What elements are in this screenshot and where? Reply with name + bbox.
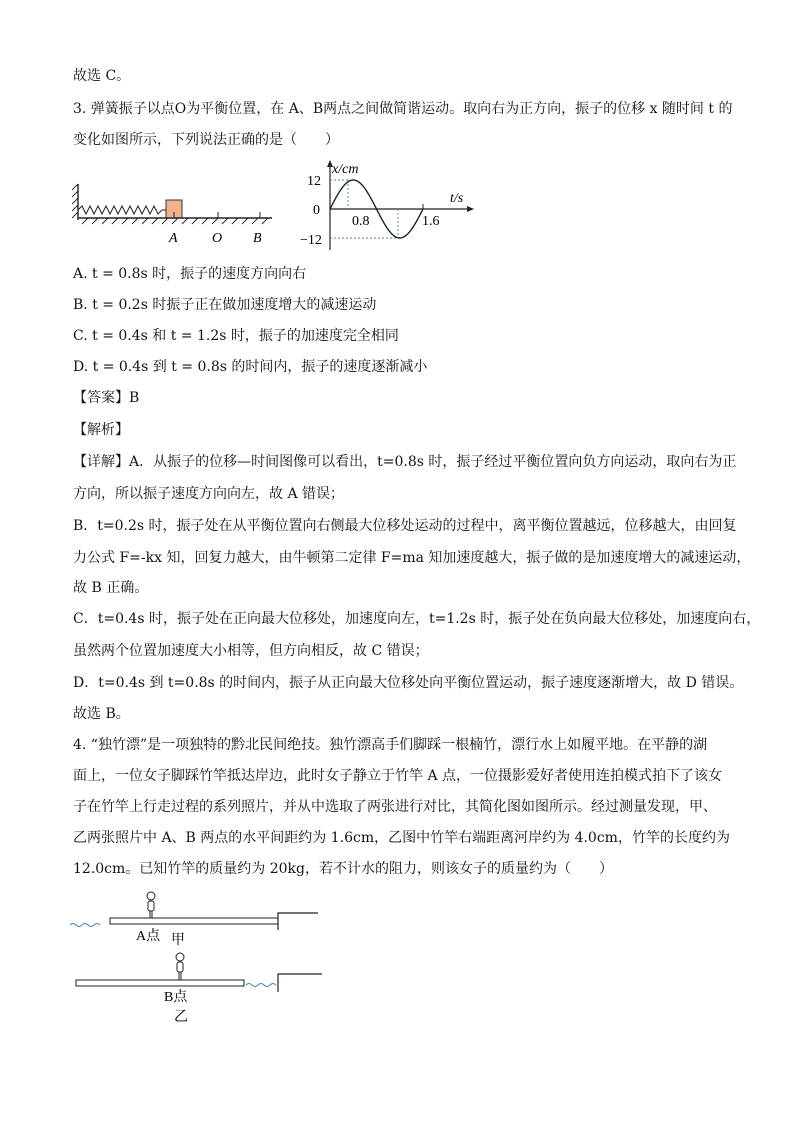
q3-option-a: A. t = 0.8s 时，振子的速度方向向右 bbox=[73, 266, 307, 282]
q3-answer: 【答案】B bbox=[73, 390, 140, 406]
q4-stem-line: 4. “独竹漂”是一项独特的黔北民间绝技。独竹漂高手们脚踩一根楠竹，漂行水上如履平地。在平静的湖 bbox=[73, 737, 708, 753]
q4-stem-line: 乙两张照片中 A、B 两点的水平间距约为 1.6cm，乙图中竹竿右端距离河岸约为 4.0cm，竹竿的长度约为 bbox=[73, 830, 730, 846]
y-axis-label-text: x/cm bbox=[332, 162, 359, 177]
water-wave-yi bbox=[246, 984, 276, 987]
q3-stem-line2: 变化如图所示，下列说法正确的是（ ） bbox=[73, 132, 339, 148]
q3-explain-line: C．t=0.4s 时，振子处在正向最大位移处，加速度向左，t=1.2s 时，振子处在负向最大位移处，加速度向右， bbox=[73, 611, 761, 627]
label-b: B bbox=[253, 231, 262, 246]
q3-stem-line1: 3. 弹簧振子以点O为平衡位置，在 A、B两点之间做简谐运动。取向右为正方向，振子的位移 x 随时间 t 的 bbox=[73, 101, 733, 117]
woman-figure-jia bbox=[147, 892, 155, 918]
ground-hatching bbox=[82, 218, 268, 224]
q3-explain-line: 故 B 正确。 bbox=[73, 580, 149, 596]
q3-option-d: D. t = 0.4s 到 t = 0.8s 的时间内，振子的速度逐渐减小 bbox=[73, 359, 428, 375]
bamboo-pole-jia bbox=[110, 918, 278, 924]
water-wave-jia bbox=[70, 924, 100, 927]
riverbank-yi bbox=[278, 974, 322, 992]
bamboo-pole-figure bbox=[66, 885, 330, 1025]
spring bbox=[78, 206, 166, 214]
q4-stem-line: 12.0cm。已知竹竿的质量约为 20kg，若不计水的阻力，则该女子的质量约为（ ） bbox=[73, 861, 613, 877]
label-yi: 乙 bbox=[174, 1010, 188, 1025]
wall-hatching bbox=[72, 184, 78, 218]
x-axis-arrow bbox=[467, 206, 474, 212]
x-tick-1-6: 1.6 bbox=[422, 214, 440, 229]
woman-figure-yi bbox=[176, 953, 184, 980]
y-axis-label bbox=[331, 162, 358, 177]
label-jia: 甲 bbox=[171, 933, 185, 948]
q3-explain-line: 虽然两个位置加速度大小相等，但方向相反，故 C 错误； bbox=[73, 643, 429, 659]
q3-explain-line: B．t=0.2s 时，振子处在从平衡位置向右侧最大位移处运动的过程中，离平衡位置越远，位移越大，由回复 bbox=[73, 518, 737, 534]
label-a-point: A点 bbox=[136, 929, 161, 944]
q3-explain-line: D．t=0.4s 到 t=0.8s 的时间内，振子从正向最大位移处向平衡位置运动，振子速度逐渐增大，故 D 错误。 bbox=[73, 675, 744, 691]
q3-option-c: C. t = 0.4s 和 t = 1.2s 时，振子的加速度完全相同 bbox=[73, 328, 399, 344]
q3-option-b: B. t = 0.2s 时振子正在做加速度增大的减速运动 bbox=[73, 297, 377, 313]
q3-explain-line: 方向，所以振子速度方向向左，故 A 错误； bbox=[73, 486, 345, 502]
y-tick-0: 0 bbox=[313, 203, 320, 218]
previous-answer: 故选 C。 bbox=[73, 68, 131, 84]
label-o: O bbox=[212, 231, 223, 246]
q4-stem-line: 子在竹竿上行走过程的系列照片，并从中选取了两张进行对比，其简化图如图所示。经过测量发现，甲、 bbox=[73, 799, 717, 815]
q3-explain-line: 【详解】A．从振子的位移—时间图像可以看出，t=0.8s 时，振子经过平衡位置向负方向运动，取向右为正 bbox=[73, 454, 737, 470]
label-a: A bbox=[169, 231, 178, 246]
riverbank-jia bbox=[278, 913, 318, 930]
y-tick-12: 12 bbox=[307, 174, 321, 189]
bamboo-pole-yi bbox=[76, 980, 244, 986]
q3-conclusion: 故选 B。 bbox=[73, 706, 130, 722]
x-t-graph bbox=[300, 158, 480, 252]
spring-oscillator-figure bbox=[72, 180, 282, 250]
x-tick-0-8: 0.8 bbox=[352, 214, 370, 229]
q3-analysis-title: 【解析】 bbox=[73, 422, 129, 438]
q4-stem-line: 面上，一位女子脚踩竹竿抵达岸边，此时女子静立于竹竿 A 点，一位摄影爱好者使用连拍模式拍下了该女 bbox=[73, 768, 723, 784]
y-tick-neg12: −12 bbox=[300, 233, 322, 248]
q3-explain-line: 力公式 F=-kx 知，回复力越大，由牛顿第二定律 F=ma 知加速度越大，振子做的是加速度增大的减速运动， bbox=[73, 550, 751, 566]
label-b-point: B点 bbox=[164, 990, 188, 1005]
x-axis-label: t/s bbox=[450, 191, 464, 206]
